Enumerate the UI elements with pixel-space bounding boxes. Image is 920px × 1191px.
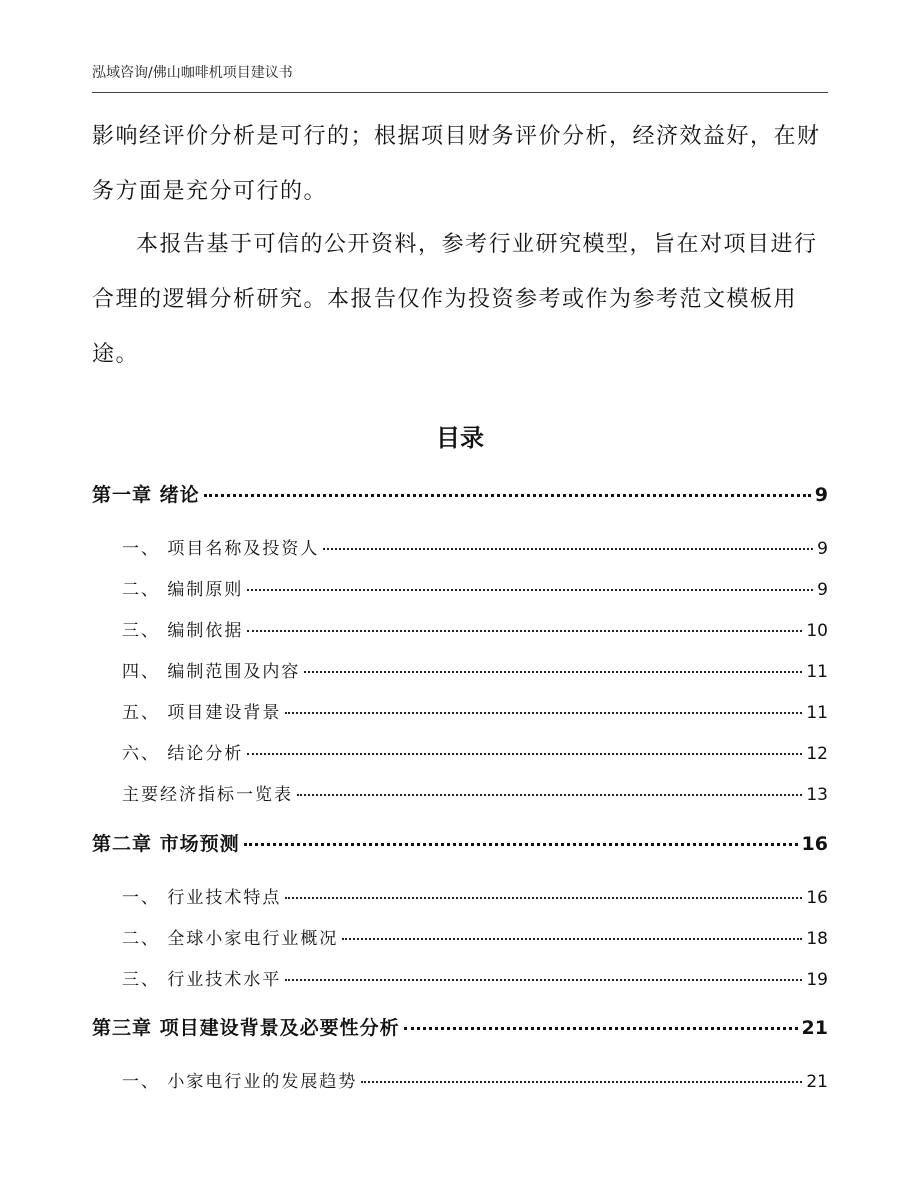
toc-leader-dots — [361, 1081, 802, 1083]
toc-leader-dots — [342, 938, 802, 940]
toc-entry-page: 13 — [806, 785, 828, 805]
toc-entry-page: 21 — [801, 1017, 828, 1039]
toc-entry-label: 二、 编制原则 — [122, 580, 244, 600]
toc-leader-dots — [323, 548, 813, 550]
toc-entry-page: 21 — [806, 1072, 828, 1092]
toc-section-1-table[interactable] — [92, 780, 828, 805]
toc-chapter-2[interactable] — [92, 829, 828, 856]
toc-entry-page: 16 — [801, 833, 828, 855]
toc-entry-page: 10 — [806, 621, 828, 641]
toc-entry-label: 第三章 项目建设背景及必要性分析 — [92, 1017, 400, 1039]
toc-title: 目录 — [436, 424, 484, 452]
toc-leader-dots — [247, 630, 802, 632]
toc-section-1-6[interactable] — [92, 739, 828, 764]
body-paragraph-2: 本报告基于可信的公开资料，参考行业研究模型，旨在对项目进行合理的逻辑分析研究。本报告仅作为投资参考或作为参考范文模板用途。 — [92, 232, 818, 367]
toc-leader-dots — [247, 589, 813, 591]
toc-leader-dots — [297, 794, 802, 796]
toc-entry-label: 三、 编制依据 — [122, 621, 244, 641]
toc-leader-dots — [247, 753, 802, 755]
toc-section-1-2[interactable] — [92, 575, 828, 600]
toc-leader-dots — [404, 1027, 798, 1030]
toc-entry-label: 第二章 市场预测 — [92, 833, 240, 855]
toc-section-1-4[interactable] — [92, 657, 828, 682]
running-header — [92, 58, 828, 93]
toc-chapter-3[interactable] — [92, 1013, 828, 1040]
toc-entry-page: 9 — [814, 484, 828, 506]
toc-entry-label: 五、 项目建设背景 — [122, 703, 282, 723]
toc-leader-dots — [304, 671, 802, 673]
toc-entry-label: 一、 项目名称及投资人 — [122, 539, 320, 559]
toc-entry-label: 第一章 绪论 — [92, 484, 200, 506]
toc-leader-dots — [244, 843, 798, 846]
toc-section-2-3[interactable] — [92, 965, 828, 990]
toc-section-2-1[interactable] — [92, 883, 828, 908]
toc-section-1-1[interactable] — [92, 534, 828, 559]
toc-entry-label: 六、 结论分析 — [122, 744, 244, 764]
toc-entry-label: 三、 行业技术水平 — [122, 970, 282, 990]
toc-entry-label: 主要经济指标一览表 — [122, 785, 293, 805]
toc-entry-label: 二、 全球小家电行业概况 — [122, 929, 339, 949]
toc-leader-dots — [285, 712, 802, 714]
toc-chapter-1[interactable] — [92, 480, 828, 507]
toc-entry-page: 11 — [806, 703, 828, 723]
toc-entry-label: 一、 小家电行业的发展趋势 — [122, 1072, 358, 1092]
toc-entry-page: 11 — [806, 662, 828, 682]
toc-entry-label: 一、 行业技术特点 — [122, 888, 282, 908]
toc-section-1-3[interactable] — [92, 616, 828, 641]
toc-section-2-2[interactable] — [92, 924, 828, 949]
toc-section-3-1[interactable] — [92, 1067, 828, 1092]
toc-leader-dots — [204, 494, 811, 497]
header-title: 泓域咨询/佛山咖啡机项目建议书 — [92, 65, 293, 81]
toc-entry-page: 9 — [817, 539, 828, 559]
body-paragraph-1: 影响经评价分析是可行的；根据项目财务评价分析，经济效益好，在财务方面是充分可行的。 — [92, 124, 821, 204]
toc-entry-page: 16 — [806, 888, 828, 908]
toc-leader-dots — [285, 979, 802, 981]
toc-entry-page: 18 — [806, 929, 828, 949]
toc-entry-page: 19 — [806, 970, 828, 990]
toc-entry-label: 四、 编制范围及内容 — [122, 662, 301, 682]
toc-leader-dots — [285, 897, 802, 899]
toc-entry-page: 9 — [817, 580, 828, 600]
toc-entry-page: 12 — [806, 744, 828, 764]
toc-section-1-5[interactable] — [92, 698, 828, 723]
